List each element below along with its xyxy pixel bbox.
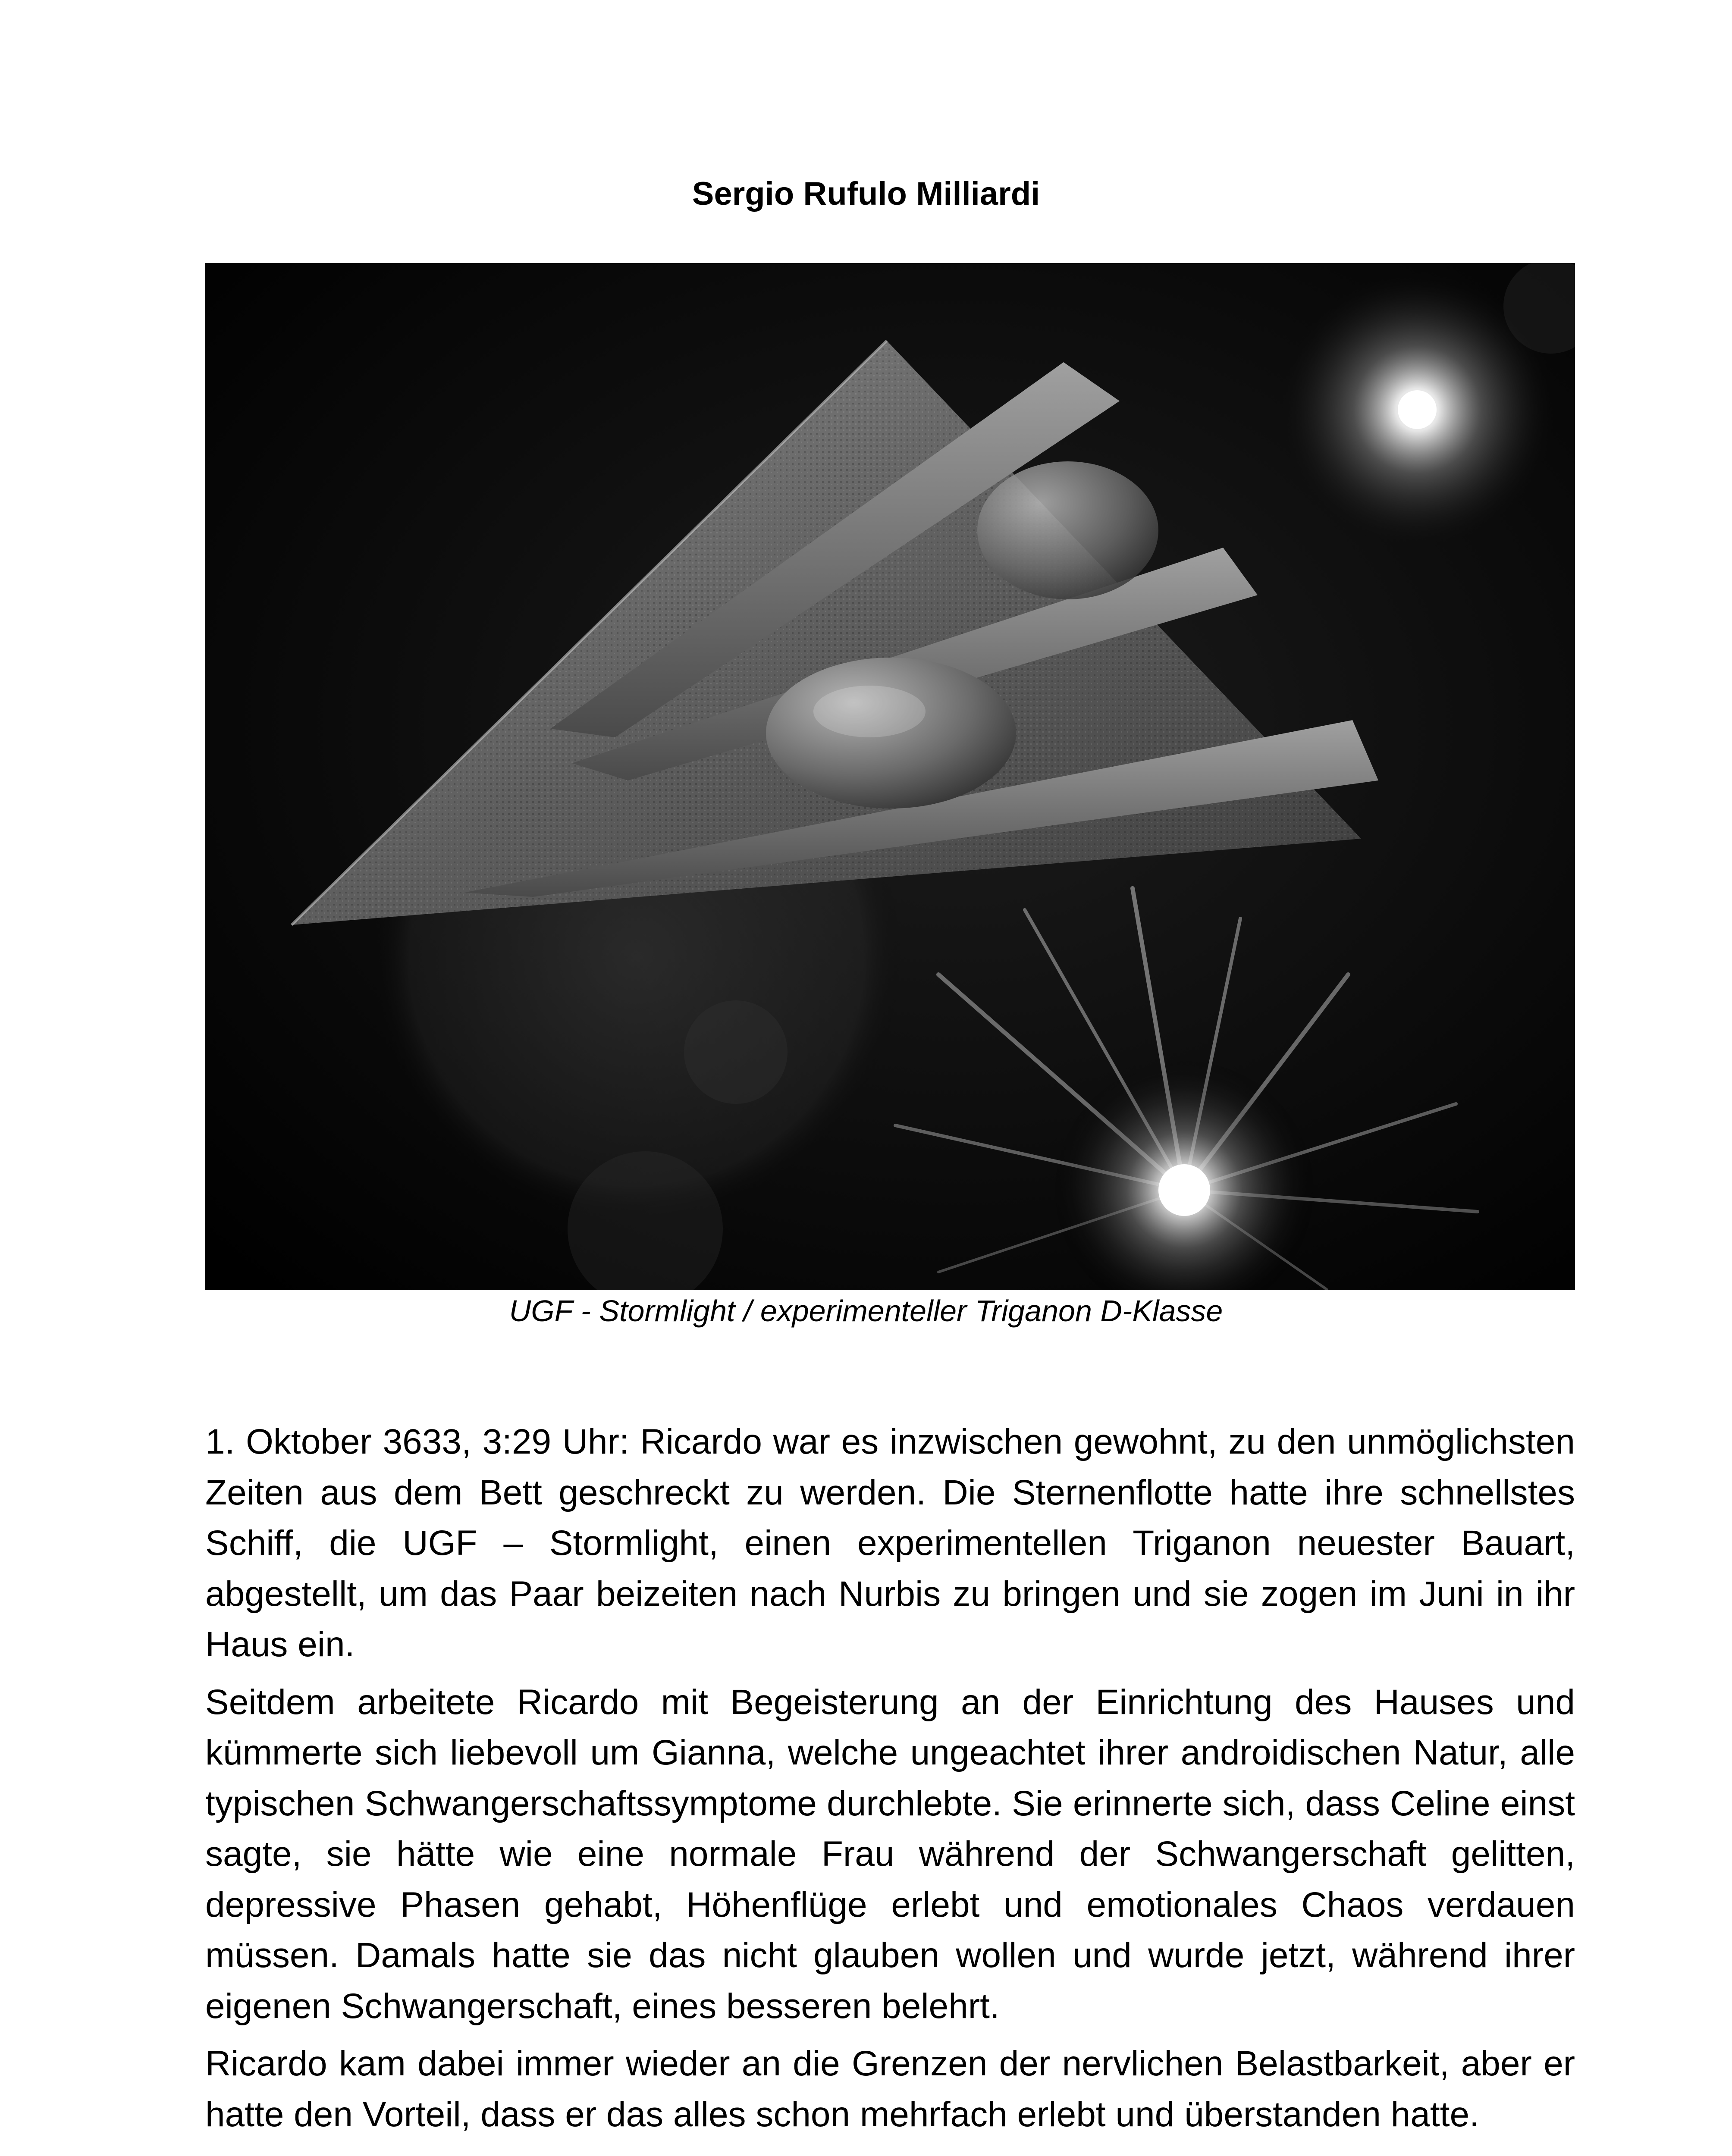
star xyxy=(1158,1164,1210,1216)
paragraph: Seitdem arbeitete Ricardo mit Begeisterung an der Einrichtung des Hauses und kümmerte sich liebevoll um Gianna, welche ungeachtet ihrer androidischen Natur, alle typischen Schwangerschaftssymptome durchlebte. Sie erinnerte sich, dass Celine einst sagte, sie hätte wie eine normale Frau während der Schwangerschaft gelitten, depressive Phasen gehabt, Höhenflüge erlebt und emotionales Chaos verdauen müssen. Damals hatte sie das nicht glauben wollen und wurde jetzt, während ihrer eigenen Schwangerschaft, eines besseren belehrt. xyxy=(205,1682,1575,2026)
star xyxy=(1398,390,1437,429)
page-header: Sergio Rufulo Milliardi xyxy=(692,175,1040,212)
spaceship-illustration xyxy=(205,263,1575,1290)
lens-flare-disc xyxy=(684,1000,788,1104)
paragraph: 1. Oktober 3633, 3:29 Uhr: Ricardo war es inzwischen gewohnt, zu den unmöglichsten Zeiten aus dem Bett geschreckt zu werden. Die Sternenflotte hatte ihre schnellstes Schiff, die UGF – Stormlight, einen experimentellen Triganon neuester Bauart, abgestellt, um das Paar beizeiten nach Nurbis zu bringen und sie zogen im Juni in ihr Haus ein. xyxy=(205,1422,1575,1664)
figure-caption: UGF - Stormlight / experimenteller Triganon D-Klasse xyxy=(509,1294,1223,1328)
body-text xyxy=(205,1416,1575,2147)
paragraph: Ricardo kam dabei immer wieder an die Grenzen der nervlichen Belastbarkeit, aber er hatte den Vorteil, dass er das alles schon mehrfach erlebt und überstanden hatte. xyxy=(205,2044,1575,2134)
